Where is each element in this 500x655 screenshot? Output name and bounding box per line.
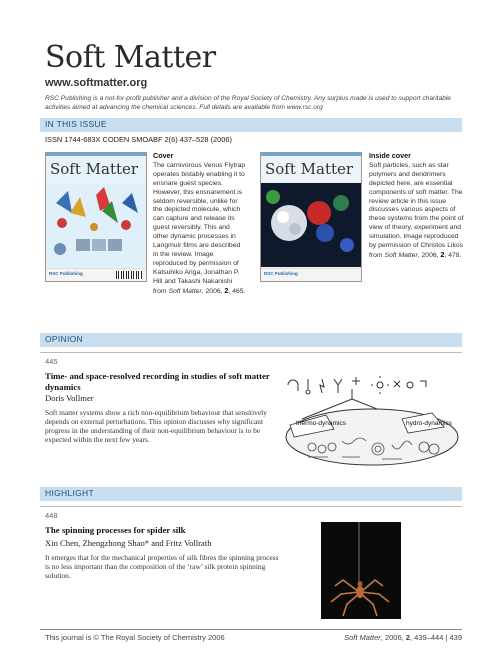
divider <box>40 352 462 353</box>
cover-caption <box>153 152 247 297</box>
highlight-page-number: 448 <box>45 511 58 520</box>
inside-cover-credit-journal: Soft Matter <box>384 251 418 259</box>
barcode-icon <box>116 271 142 279</box>
spider-image <box>321 522 401 619</box>
inside-cover-header-strip <box>261 153 361 156</box>
publisher-note: RSC Publishing is a not-for-profit publisher and a division of the Royal Society of Chemistry. Any surplus made is used to support charitable activities aimed at advancing the chemical sciences. Full details are available from www.rsc.org <box>45 95 451 111</box>
inside-cover-credit-volume: 2 <box>440 249 445 259</box>
perturbation-icons <box>288 376 426 394</box>
footer-journal: Soft Matter <box>344 633 381 642</box>
journal-title: Soft Matter <box>45 40 216 75</box>
inside-cover-caption <box>369 152 465 261</box>
footer-divider <box>40 629 462 630</box>
opinion-authors: Doris Vollmer <box>45 393 94 403</box>
cover-credit-mid: , 2006, <box>201 287 225 295</box>
highlight-abstract: It emerges that for the mechanical properties of silk fibres the spinning process is no less important than the composition of the ‘raw’ silk protein spinning solution. <box>45 553 279 580</box>
cover-thumb-title: Soft Matter <box>50 160 139 178</box>
section-band-in-this-issue <box>40 118 462 132</box>
highlight-authors: Xin Chen, Zhengzhong Shao* and Fritz Vollrath <box>45 538 212 548</box>
cover-credit-journal: Soft Matter <box>168 287 202 295</box>
opinion-figure <box>282 375 462 470</box>
opinion-title[interactable]: Time- and space-resolved recording in studies of soft matter dynamics <box>45 371 270 392</box>
footer-right <box>344 633 462 642</box>
opinion-page-number: 445 <box>45 357 58 366</box>
cover-artwork <box>46 183 146 267</box>
inside-cover-thumb-title: Soft Matter <box>265 160 354 178</box>
footer-left: This journal is © The Royal Society of Chemistry 2006 <box>45 633 225 642</box>
figure-label-hydrodynamics: hydro-dynamics <box>406 420 452 427</box>
inside-cover-artwork <box>261 183 361 267</box>
inside-cover-footer <box>261 268 361 281</box>
footer-pages: , 439–444 | 439 <box>410 633 462 642</box>
issue-info: ISSN 1744-683X CODEN SMOABF 2(6) 437–528 (2006) <box>45 135 232 144</box>
cover-header-strip <box>46 153 146 156</box>
cover-credit-prefix: Image reproduced by permission of Katsuhiko Ariga, Jonathan P. Hill and Takashi Nakanishi from <box>153 250 240 295</box>
section-label: IN THIS ISSUE <box>45 119 107 129</box>
divider <box>40 506 462 507</box>
footer-year: , 2006, <box>380 633 406 642</box>
cover-heading: Cover <box>153 151 174 160</box>
journal-url[interactable]: www.softmatter.org <box>45 77 148 89</box>
cover-text: The carnivorous Venus Flytrap operates bistably enabling it to ensnare guest species. However, this ensnarement is seldom reversible, unlike for the depicted molecule, which can capture and release its guest reversibly. This and other dynamic processes in Langmuir films are described in the review. <box>153 161 246 258</box>
section-band-highlight <box>40 487 462 501</box>
inside-cover-credit-mid: , 2006, <box>417 251 441 259</box>
footer-volume: 2 <box>405 633 410 642</box>
cover-credit-end: , 465. <box>228 287 246 295</box>
inside-cover-text: Soft particles, such as star polymers and dendrimers depicted here, are essential components of soft matter. The review article in this issue discusses various aspects of these systems from the point of view of theory, experiment and simulation. <box>369 161 464 241</box>
opinion-abstract: Soft matter systems show a rich non-equilibrium behaviour that sensitively depends on external perturbations. This opinion discusses why significant progress in the understanding of their non-equilibrium behaviour is to be expected within the next few years. <box>45 408 267 444</box>
cover-footer <box>46 268 146 281</box>
section-label: OPINION <box>45 334 83 344</box>
inside-cover-heading: Inside cover <box>369 151 411 160</box>
inside-cover-credit-prefix: Image reproduced by permission of Christos Likos from <box>369 233 464 259</box>
inside-cover-thumbnail[interactable] <box>260 152 362 282</box>
figure-label-thermodynamics: thermo-dynamics <box>296 420 346 427</box>
cover-publisher-logo: RSC Publishing <box>49 271 83 276</box>
cover-credit-volume: 2 <box>224 285 229 295</box>
highlight-title[interactable]: The spinning processes for spider silk <box>45 525 186 535</box>
inside-cover-credit-end: , 478. <box>444 251 462 259</box>
cover-thumbnail[interactable] <box>45 152 147 282</box>
section-label: HIGHLIGHT <box>45 488 94 498</box>
inside-cover-publisher-logo: RSC Publishing <box>264 271 298 276</box>
section-band-opinion <box>40 333 462 347</box>
